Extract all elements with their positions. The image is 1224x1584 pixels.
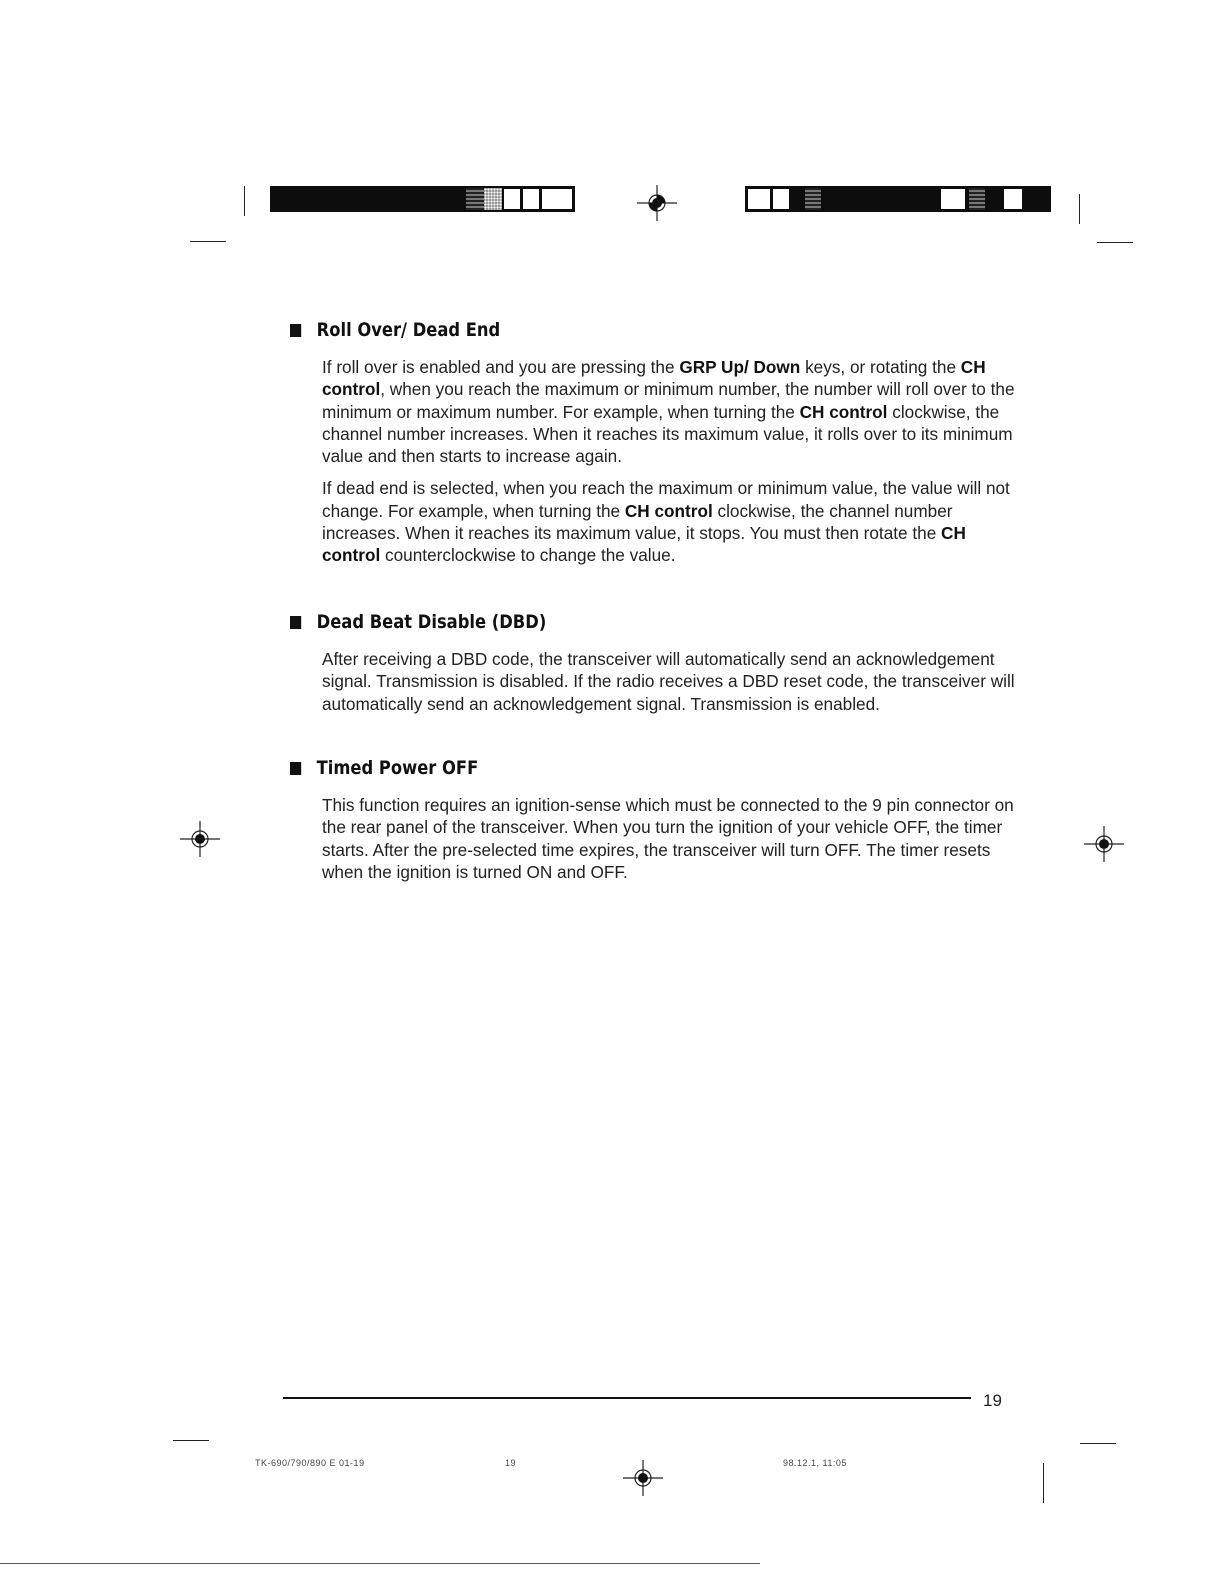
section-timed-power-off [290,753,1020,893]
paragraph [322,794,1022,883]
text-run: After receiving a DBD code, the transceiver will automatically send an acknowledgement signal. Transmission is disabled. If the radio receives a DBD reset code, the transceiver will automatically send an acknowledgement signal. Transmission is enabled. [322,649,1015,714]
trim-mark-top-right [1097,242,1133,243]
section-dead-beat-disable [290,607,1020,725]
heading-text: Dead Beat Disable (DBD) [316,611,547,633]
text-run: keys, or rotating the [800,357,961,377]
text-run: clockwise, the channel number increases. When it reaches its maximum value, it rolls over to its minimum value and then starts to increase again. [322,401,1013,467]
bold-term: CH control [322,357,986,400]
text-run: If dead end is selected, when you reach the maximum or minimum value, the value will not change. For example, when turning the [322,478,1010,521]
paragraph [322,648,1022,715]
crop-mark-top-left [244,186,245,216]
color-bar-swatch [541,188,573,210]
print-slug-right: 98.12.1, 11:05 [783,1458,847,1468]
color-bar-swatch [484,188,502,210]
print-slug-left: TK-690/790/890 E 01-19 [255,1458,365,1468]
color-bar-swatch [522,188,540,210]
color-bar-swatch [805,188,821,210]
bold-term: CH control [322,523,966,566]
section-heading [290,315,918,345]
text-run: This function requires an ignition-sense which must be connected to the 9 pin connector on the rear panel of the transceiver. When you turn the ignition of your vehicle OFF, the timer starts. After the pre-selected time expires, the transceiver will turn OFF. The timer resets when the ignition is turned ON and OFF. [322,795,1014,882]
section-heading [290,753,918,783]
heading-text: Roll Over/ Dead End [316,319,501,341]
paragraph [322,477,1022,566]
color-bar-swatch [940,188,966,210]
color-bar-swatch [969,188,985,210]
trim-mark-bottom-right [1080,1443,1116,1444]
section-roll-over-dead-end [290,315,1020,577]
text-run: If roll over is enabled and you are pressing the [322,357,680,377]
page-edge-line [0,1563,760,1564]
color-bar-swatch [772,188,790,210]
color-bar-swatch [1003,188,1023,210]
registration-mark-icon [623,1458,663,1498]
crop-mark-top-right [1079,194,1080,224]
crop-mark-bottom-right [1043,1463,1044,1503]
footer-rule [283,1397,971,1399]
text-run: , when you reach the maximum or minimum number, the number will roll over to the minimum or maximum number. For example, when turning the [322,379,1015,422]
section-heading [290,607,918,637]
square-bullet-icon [290,762,301,775]
color-bar-swatch [747,188,771,210]
bold-term: CH control [799,401,888,422]
registration-mark-icon [1084,824,1124,864]
text-run: counterclockwise to change the value. [380,545,676,566]
trim-mark-bottom-left [173,1440,209,1441]
square-bullet-icon [290,324,301,337]
color-bar-swatch [466,188,484,210]
text-run: clockwise, the channel number increases. When it reaches its maximum value, it stops. You must then rotate the [322,500,953,544]
color-bar-left [270,186,575,212]
square-bullet-icon [290,616,301,629]
paragraph [322,356,1022,467]
color-bar-swatch [503,188,521,210]
bold-term: CH control [624,500,713,521]
registration-mark-icon [637,183,677,223]
trim-mark-top-left [190,241,226,242]
color-bar-right [745,186,1051,212]
print-slug-center: 19 [505,1458,517,1468]
page-number: 19 [983,1391,1002,1410]
bold-term: GRP Up/ Down [679,357,801,377]
registration-mark-icon [180,819,220,859]
heading-text: Timed Power OFF [316,757,479,779]
